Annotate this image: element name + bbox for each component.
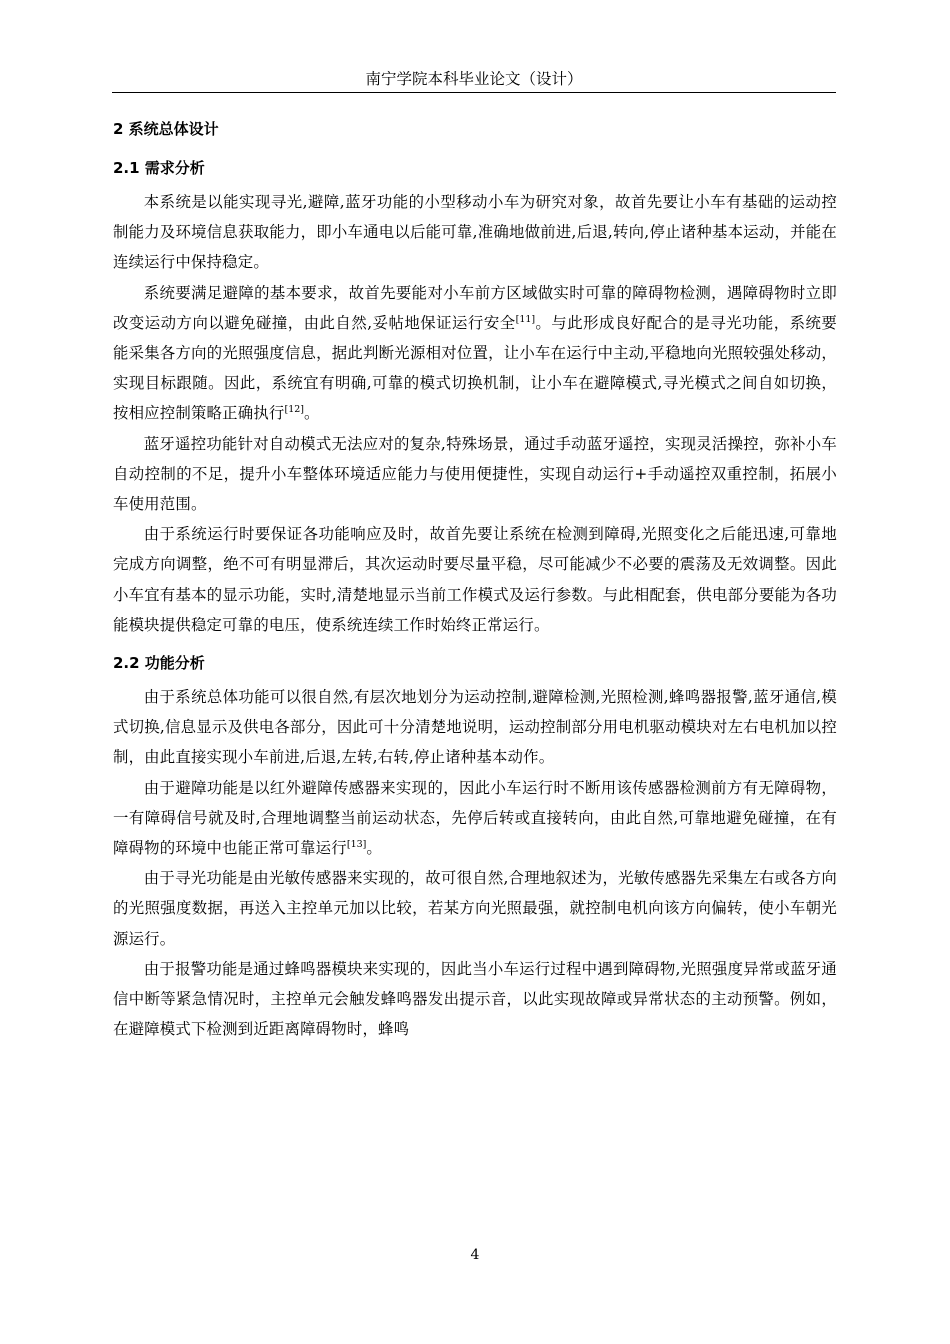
running-header: 南宁学院本科毕业论文（设计） xyxy=(112,66,836,93)
paragraph: 由于系统运行时要保证各功能响应及时，故首先要让系统在检测到障碍,光照变化之后能迅速,可靠地完成方向调整，绝不可有明显滞后，其次运动时要尽量平稳，尽可能减少不必要的震荡及无效调整。因此小车宜有基本的显示功能，实时,清楚地显示当前工作模式及运行参数。与此相配套，供电部分要能为各功能模块提供稳定可靠的电压，使系统连续工作时始终正常运行。 xyxy=(113,525,837,634)
section-heading-2-2: 2.2 功能分析 xyxy=(113,654,205,673)
paragraph: 本系统是以能实现寻光,避障,蓝牙功能的小型移动小车为研究对象，故首先要让小车有基础的运动控制能力及环境信息获取能力，即小车通电以后能可靠,准确地做前进,后退,转向,停止诸种基本运动，并能在连续运行中保持稳定。 xyxy=(113,193,837,272)
paragraph: 由于系统总体功能可以很自然,有层次地划分为运动控制,避障检测,光照检测,蜂鸣器报警,蓝牙通信,模式切换,信息显示及供电各部分，因此可十分清楚地说明，运动控制部分用电机驱动模块对左右电机加以控制，由此直接实现小车前进,后退,左转,右转,停止诸种基本动作。 xyxy=(113,688,837,767)
citation-ref: [12] xyxy=(284,404,305,416)
citation-ref: [13] xyxy=(346,838,367,850)
paragraph: 由于报警功能是通过蜂鸣器模块来实现的，因此当小车运行过程中遇到障碍物,光照强度异常或蓝牙通信中断等紧急情况时，主控单元会触发蜂鸣器发出提示音，以此实现故障或异常状态的主动预警。例如，在避障模式下检测到近距离障碍物时，蜂鸣 xyxy=(113,959,837,1039)
paragraph: 系统要满足避障的基本要求，故首先要能对小车前方区域做实时可靠的障碍物检测，遇障碍物时立即改变运动方向以避免碰撞，由此自然,妥帖地保证运行安全[11]。与此形成良好配合的是寻光功能，系统要能采集各方向的光照强度信息，据此判断光源相对位置，让小车在运行中主动,平稳地向光照较强处移动，实现目标跟随。因此，系统宜有明确,可靠的模式切换机制，让小车在避障模式,寻光模式之间自如切换，按相应控制策略正确执行[12]。 xyxy=(113,283,838,423)
paragraph: 由于寻光功能是由光敏传感器来实现的，故可很自然,合理地叙述为，光敏传感器先采集左右或各方向的光照强度数据，再送入主控单元加以比较，若某方向光照最强，就控制电机向该方向偏转，使小车朝光源运行。 xyxy=(113,869,837,948)
page-number: 4 xyxy=(470,1247,480,1263)
paragraph: 蓝牙遥控功能针对自动模式无法应对的复杂,特殊场景，通过手动蓝牙遥控，实现灵活操控，弥补小车自动控制的不足，提升小车整体环境适应能力与使用便捷性，实现自动运行+手动遥控双重控制，拓展小车使用范围。 xyxy=(113,434,837,514)
citation-ref: [11] xyxy=(515,313,536,325)
page-body xyxy=(113,112,837,1044)
paragraph: 由于避障功能是以红外避障传感器来实现的，因此小车运行时不断用该传感器检测前方有无障碍物，一有障碍信号就及时,合理地调整当前运动状态，先停后转或直接转向，由此自然,可靠地避免碰撞，在有障碍物的环境中也能正常可靠运行[13]。 xyxy=(113,778,837,858)
chapter-title: 2 系统总体设计 xyxy=(113,120,219,138)
section-heading-2-1: 2.1 需求分析 xyxy=(113,159,205,177)
